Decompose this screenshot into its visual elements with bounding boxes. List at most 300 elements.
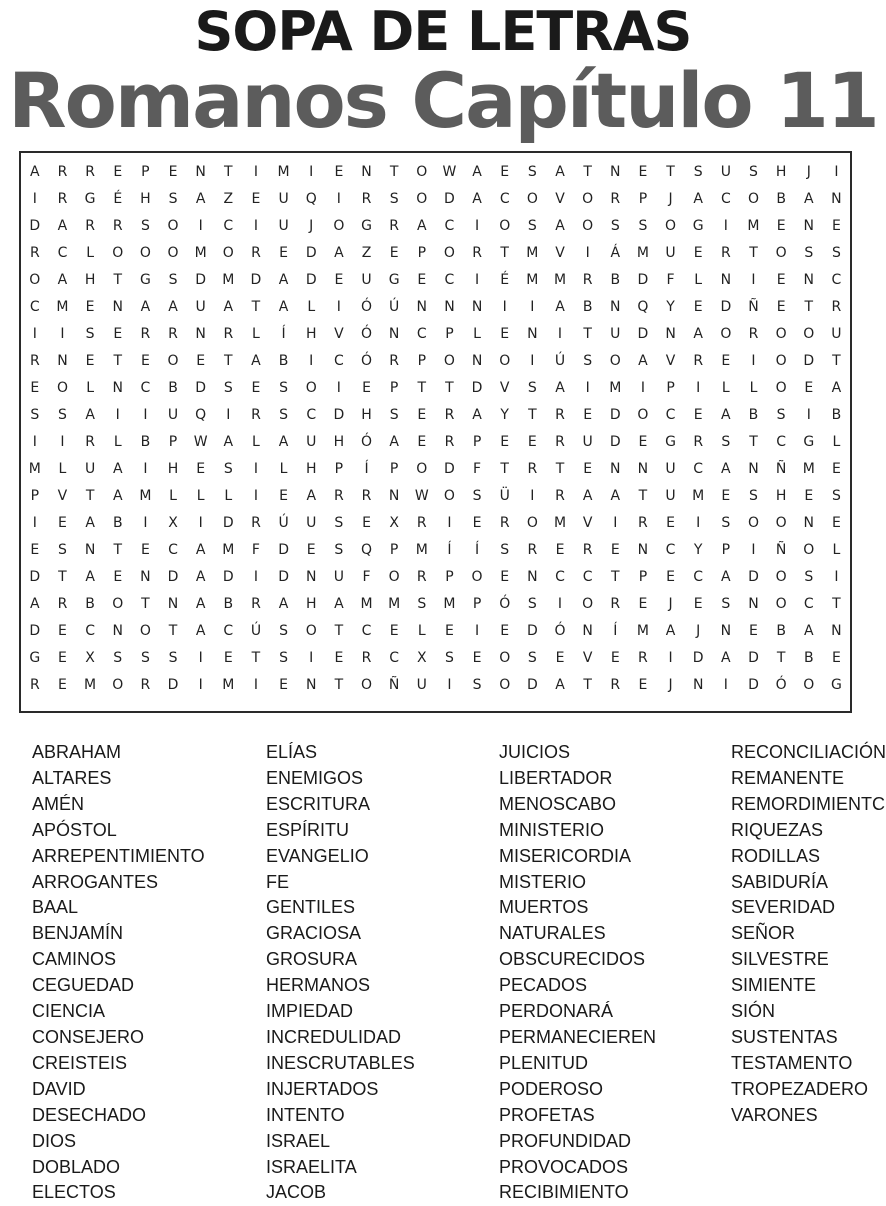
- grid-letter: T: [666, 164, 675, 180]
- grid-letter: A: [195, 623, 206, 639]
- grid-letter: A: [85, 515, 95, 531]
- grid-letter: E: [721, 488, 731, 504]
- grid-letter: C: [223, 623, 234, 639]
- grid-letter: Q: [305, 191, 317, 207]
- grid-letter: C: [693, 569, 704, 585]
- grid-letter: N: [637, 461, 649, 477]
- grid-letter: R: [831, 299, 842, 315]
- grid-letter: I: [226, 407, 231, 423]
- grid-letter: M: [636, 245, 649, 261]
- grid-letter: E: [555, 542, 565, 558]
- grid-letter: L: [224, 488, 233, 504]
- grid-letter: A: [85, 407, 95, 423]
- grid-letter: C: [306, 407, 317, 423]
- grid-letter: C: [57, 245, 68, 261]
- grid-letter: O: [56, 380, 68, 396]
- grid-letter: E: [279, 677, 289, 693]
- grid-letter: S: [527, 218, 537, 234]
- grid-letter: R: [416, 569, 427, 585]
- word-item: SEVERIDAD: [731, 897, 836, 918]
- grid-letter: R: [555, 488, 565, 504]
- grid-letter: E: [804, 380, 814, 396]
- grid-letter: L: [749, 380, 758, 396]
- grid-letter: T: [389, 164, 399, 180]
- grid-letter: I: [447, 677, 452, 693]
- grid-letter: H: [305, 461, 317, 477]
- grid-letter: N: [112, 623, 123, 639]
- grid-letter: A: [112, 461, 123, 477]
- grid-letter: G: [29, 650, 41, 666]
- grid-letter: I: [253, 218, 259, 234]
- grid-letter: C: [416, 326, 427, 342]
- grid-letter: O: [305, 623, 317, 639]
- word-item: PODEROSO: [499, 1078, 604, 1099]
- grid-letter: E: [831, 515, 841, 531]
- grid-letter: T: [113, 542, 123, 558]
- grid-letter: O: [775, 353, 787, 369]
- grid-letter: N: [195, 326, 206, 342]
- grid-letter: R: [223, 326, 234, 342]
- grid-letter: O: [665, 218, 677, 234]
- word-item: INJERTADOS: [266, 1078, 379, 1099]
- grid-letter: P: [389, 542, 399, 558]
- grid-letter: I: [32, 326, 37, 342]
- grid-letter: E: [30, 380, 40, 396]
- grid-letter: E: [831, 650, 841, 666]
- grid-letter: L: [113, 434, 122, 450]
- word-item: PECADOS: [499, 975, 588, 996]
- word-item: DESECHADO: [32, 1104, 147, 1125]
- grid-letter: N: [361, 164, 372, 180]
- grid-row: [21, 240, 850, 267]
- grid-letter: A: [85, 569, 95, 585]
- grid-letter: S: [721, 596, 731, 612]
- grid-letter: S: [831, 245, 841, 261]
- grid-letter: N: [803, 515, 814, 531]
- grid-letter: A: [555, 299, 565, 315]
- grid-letter: M: [194, 245, 207, 261]
- grid-letter: N: [720, 272, 732, 288]
- grid-letter: I: [198, 650, 203, 666]
- grid-letter: E: [500, 569, 510, 585]
- grid-letter: S: [85, 326, 95, 342]
- grid-letter: P: [417, 245, 427, 261]
- grid-letter: T: [334, 623, 344, 639]
- grid-letter: T: [224, 164, 233, 180]
- grid-letter: O: [360, 677, 373, 693]
- grid-letter: E: [251, 380, 261, 396]
- grid-letter: I: [530, 488, 535, 504]
- grid-letter: B: [140, 434, 151, 450]
- grid-letter: S: [693, 164, 703, 180]
- grid-letter: U: [278, 218, 289, 234]
- grid-letter: C: [168, 542, 178, 558]
- grid-letter: S: [223, 461, 233, 477]
- word-item: JUICIOS: [499, 742, 571, 762]
- grid-letter: A: [638, 353, 648, 369]
- word-item: RODILLAS: [731, 845, 821, 866]
- letter-grid: [19, 151, 852, 713]
- grid-letter: Í: [613, 623, 618, 639]
- grid-letter: T: [832, 596, 841, 612]
- word-item: PERDONARÁ: [499, 1001, 614, 1022]
- word-list: [32, 740, 886, 1203]
- grid-letter: S: [58, 407, 67, 423]
- word-item: CAMINOS: [32, 949, 117, 970]
- grid-letter: Z: [223, 191, 234, 207]
- word-item: IMPIEDAD: [266, 1001, 354, 1022]
- grid-letter: E: [196, 461, 206, 477]
- grid-letter: A: [306, 488, 317, 504]
- grid-letter: T: [168, 623, 178, 639]
- grid-letter: D: [250, 272, 262, 288]
- grid-letter: Y: [500, 407, 509, 423]
- grid-letter: T: [776, 650, 786, 666]
- grid-letter: S: [721, 434, 731, 450]
- grid-letter: I: [640, 380, 645, 396]
- grid-letter: R: [361, 488, 372, 504]
- grid-letter: Ó: [360, 299, 373, 315]
- grid-letter: Ó: [360, 326, 373, 342]
- grid-letter: Q: [195, 407, 207, 423]
- grid-letter: M: [84, 677, 97, 693]
- grid-letter: C: [720, 191, 731, 207]
- grid-letter: P: [30, 488, 40, 504]
- grid-letter: Ú: [250, 623, 262, 639]
- grid-letter: N: [610, 164, 621, 180]
- grid-letter: O: [499, 353, 511, 369]
- grid-letter: A: [472, 164, 482, 180]
- grid-letter: O: [499, 218, 511, 234]
- grid-letter: C: [665, 407, 676, 423]
- grid-letter: I: [60, 434, 65, 450]
- grid-row: [21, 348, 850, 375]
- grid-letter: R: [610, 191, 621, 207]
- grid-letter: O: [471, 569, 483, 585]
- grid-letter: E: [472, 515, 482, 531]
- grid-letter: L: [279, 461, 288, 477]
- grid-letter: I: [309, 164, 314, 180]
- grid-letter: O: [112, 596, 124, 612]
- grid-letter: A: [389, 434, 399, 450]
- grid-letter: E: [334, 272, 344, 288]
- grid-letter: S: [638, 218, 648, 234]
- grid-letter: Ó: [360, 353, 373, 369]
- grid-letter: O: [582, 191, 594, 207]
- grid-letter: E: [196, 353, 206, 369]
- grid-letter: R: [748, 326, 759, 342]
- grid-letter: A: [278, 299, 289, 315]
- grid-letter: R: [472, 245, 482, 261]
- grid-letter: A: [555, 218, 565, 234]
- grid-letter: I: [834, 164, 839, 180]
- grid-letter: D: [748, 569, 759, 585]
- grid-letter: C: [85, 623, 95, 639]
- grid-letter: V: [665, 353, 676, 369]
- grid-letter: É: [500, 272, 510, 288]
- grid-letter: T: [500, 461, 509, 477]
- grid-letter: E: [334, 650, 344, 666]
- grid-letter: D: [222, 569, 234, 585]
- grid-letter: O: [609, 353, 621, 369]
- grid-letter: O: [803, 542, 815, 558]
- grid-letter: J: [806, 164, 811, 180]
- grid-letter: E: [776, 299, 786, 315]
- grid-letter: I: [336, 191, 341, 207]
- grid-letter: D: [305, 245, 317, 261]
- grid-letter: A: [831, 380, 842, 396]
- grid-letter: L: [252, 434, 260, 450]
- grid-letter: R: [334, 488, 344, 504]
- grid-letter: O: [167, 245, 179, 261]
- grid-letter: M: [747, 218, 760, 234]
- word-item: ENEMIGOS: [266, 767, 364, 788]
- grid-letter: O: [720, 326, 732, 342]
- grid-letter: R: [140, 326, 151, 342]
- word-item: MINISTERIO: [499, 819, 605, 840]
- grid-letter: S: [527, 650, 537, 666]
- word-item: ELECTOS: [32, 1182, 116, 1203]
- grid-letter: S: [472, 677, 482, 693]
- grid-letter: R: [693, 434, 704, 450]
- grid-row: [21, 591, 850, 618]
- grid-letter: E: [500, 623, 510, 639]
- grid-letter: C: [582, 569, 593, 585]
- grid-letter: I: [806, 407, 811, 423]
- grid-letter: E: [749, 623, 758, 639]
- grid-letter: R: [140, 677, 151, 693]
- grid-letter: E: [693, 299, 703, 315]
- word-column: [32, 740, 205, 1206]
- grid-letter: Í: [475, 542, 480, 558]
- grid-letter: U: [195, 299, 206, 315]
- grid-letter: D: [803, 353, 815, 369]
- word-item: RECIBIMIENTO: [499, 1182, 629, 1203]
- grid-letter: N: [112, 299, 123, 315]
- grid-letter: X: [389, 515, 399, 531]
- grid-letter: V: [334, 326, 344, 342]
- grid-letter: L: [721, 380, 730, 396]
- grid-letter: E: [527, 434, 537, 450]
- grid-letter: A: [168, 299, 178, 315]
- grid-letter: R: [29, 245, 40, 261]
- grid-letter: E: [638, 434, 648, 450]
- grid-letter: A: [721, 650, 731, 666]
- grid-letter: N: [527, 326, 538, 342]
- grid-letter: N: [610, 461, 621, 477]
- word-item: JACOB: [266, 1182, 327, 1203]
- grid-letter: F: [473, 461, 482, 477]
- grid-letter: E: [583, 407, 593, 423]
- grid-row: [21, 213, 850, 240]
- grid-letter: I: [309, 353, 314, 369]
- grid-letter: I: [530, 353, 535, 369]
- grid-letter: A: [57, 272, 68, 288]
- grid-letter: G: [388, 272, 400, 288]
- grid-letter: L: [169, 488, 177, 504]
- grid-letter: A: [555, 380, 565, 396]
- grid-letter: I: [475, 218, 480, 234]
- grid-letter: O: [388, 569, 400, 585]
- grid-letter: I: [253, 461, 259, 477]
- grid-letter: R: [416, 515, 427, 531]
- grid-letter: A: [251, 353, 261, 369]
- grid-letter: A: [721, 569, 731, 585]
- grid-letter: D: [29, 569, 41, 585]
- grid-letter: N: [57, 353, 68, 369]
- grid-letter: M: [222, 272, 235, 288]
- grid-letter: S: [30, 407, 40, 423]
- grid-letter: U: [306, 434, 317, 450]
- word-item: ARROGANTES: [32, 871, 159, 892]
- grid-letter: Ó: [775, 677, 787, 693]
- grid-letter: A: [665, 623, 676, 639]
- grid-letter: S: [140, 650, 150, 666]
- grid-letter: O: [443, 245, 455, 261]
- grid-letter: A: [472, 407, 482, 423]
- grid-letter: O: [775, 326, 787, 342]
- grid-letter: A: [334, 596, 344, 612]
- grid-letter: I: [143, 515, 148, 531]
- grid-letter: L: [86, 380, 94, 396]
- grid-letter: I: [115, 407, 120, 423]
- grid-letter: N: [471, 353, 483, 369]
- word-item: MENOSCABO: [499, 793, 617, 814]
- grid-letter: I: [557, 326, 563, 342]
- grid-letter: M: [553, 272, 567, 288]
- grid-letter: N: [665, 326, 676, 342]
- grid-letter: D: [29, 218, 41, 234]
- grid-letter: R: [555, 407, 565, 423]
- word-item: PROFUNDIDAD: [499, 1130, 632, 1151]
- grid-letter: X: [168, 515, 178, 531]
- grid-row: [21, 483, 850, 510]
- grid-letter: B: [748, 407, 759, 423]
- grid-letter: N: [305, 677, 317, 693]
- grid-letter: Ñ: [388, 677, 400, 693]
- grid-letter: D: [278, 542, 289, 558]
- grid-letter: É: [113, 191, 123, 207]
- grid-letter: S: [113, 650, 123, 666]
- word-item: REMANENTE: [731, 767, 845, 788]
- word-item: MISTERIO: [499, 871, 587, 892]
- grid-letter: R: [389, 218, 400, 234]
- grid-letter: E: [610, 650, 620, 666]
- grid-letter: T: [500, 245, 509, 261]
- grid-letter: A: [112, 488, 123, 504]
- grid-letter: A: [195, 542, 206, 558]
- grid-letter: A: [610, 488, 621, 504]
- grid-letter: A: [278, 596, 289, 612]
- grid-letter: E: [389, 623, 399, 639]
- grid-letter: S: [749, 488, 758, 504]
- grid-letter: S: [831, 488, 841, 504]
- grid-letter: E: [334, 164, 344, 180]
- page-title: SOPA DE LETRAS: [194, 0, 692, 63]
- grid-letter: S: [223, 380, 233, 396]
- grid-letter: T: [832, 353, 841, 369]
- grid-letter: D: [278, 569, 289, 585]
- grid-letter: U: [665, 245, 676, 261]
- grid-letter: A: [195, 569, 206, 585]
- grid-letter: D: [637, 326, 649, 342]
- grid-letter: U: [582, 434, 593, 450]
- grid-letter: D: [720, 299, 732, 315]
- grid-letter: D: [167, 677, 179, 693]
- grid-letter: I: [723, 218, 728, 234]
- grid-letter: O: [139, 245, 151, 261]
- grid-letter: V: [555, 191, 565, 207]
- grid-letter: R: [720, 245, 731, 261]
- grid-letter: B: [803, 650, 814, 666]
- grid-letter: T: [85, 488, 95, 504]
- grid-letter: E: [445, 623, 454, 639]
- grid-letter: I: [253, 164, 259, 180]
- grid-letter: R: [555, 434, 565, 450]
- grid-letter: M: [609, 380, 622, 396]
- grid-letter: C: [361, 623, 372, 639]
- grid-letter: G: [665, 434, 676, 450]
- word-item: BENJAMÍN: [32, 923, 124, 944]
- grid-letter: B: [776, 191, 786, 207]
- grid-letter: A: [57, 218, 68, 234]
- grid-letter: B: [168, 380, 178, 396]
- grid-letter: T: [417, 380, 427, 396]
- grid-letter: T: [224, 353, 233, 369]
- grid-letter: I: [336, 299, 341, 315]
- grid-letter: L: [307, 299, 316, 315]
- grid-letter: R: [582, 272, 593, 288]
- grid-letter: Í: [364, 461, 369, 477]
- grid-letter: T: [251, 650, 261, 666]
- grid-letter: R: [444, 407, 455, 423]
- page-subtitle: Romanos Capítulo 11: [8, 56, 878, 145]
- grid-letter: U: [416, 677, 427, 693]
- grid-letter: N: [720, 623, 732, 639]
- grid-letter: L: [86, 245, 94, 261]
- grid-row: [21, 618, 850, 645]
- grid-letter: O: [775, 515, 787, 531]
- word-item: GROSURA: [266, 949, 358, 970]
- grid-letter: R: [638, 515, 648, 531]
- grid-letter: G: [84, 191, 96, 207]
- grid-letter: P: [168, 434, 178, 450]
- grid-letter: S: [417, 596, 427, 612]
- grid-letter: O: [499, 677, 511, 693]
- grid-letter: E: [500, 434, 510, 450]
- grid-letter: E: [500, 326, 510, 342]
- grid-letter: E: [85, 299, 95, 315]
- grid-row: [21, 402, 850, 429]
- grid-letter: O: [416, 461, 428, 477]
- grid-letter: R: [57, 596, 68, 612]
- grid-letter: E: [776, 272, 786, 288]
- word-item: ISRAEL: [266, 1130, 331, 1151]
- grid-letter: H: [84, 272, 96, 288]
- grid-letter: D: [609, 434, 621, 450]
- grid-letter: O: [167, 353, 179, 369]
- grid-letter: S: [527, 596, 537, 612]
- grid-letter: Ñ: [775, 542, 787, 558]
- grid-letter: I: [447, 515, 452, 531]
- grid-letter: R: [29, 353, 40, 369]
- word-item: INTENTO: [266, 1104, 345, 1125]
- grid-letter: D: [29, 623, 41, 639]
- grid-letter: H: [167, 461, 179, 477]
- grid-letter: S: [279, 650, 289, 666]
- grid-letter: I: [585, 245, 590, 261]
- word-item: PLENITUD: [499, 1052, 589, 1073]
